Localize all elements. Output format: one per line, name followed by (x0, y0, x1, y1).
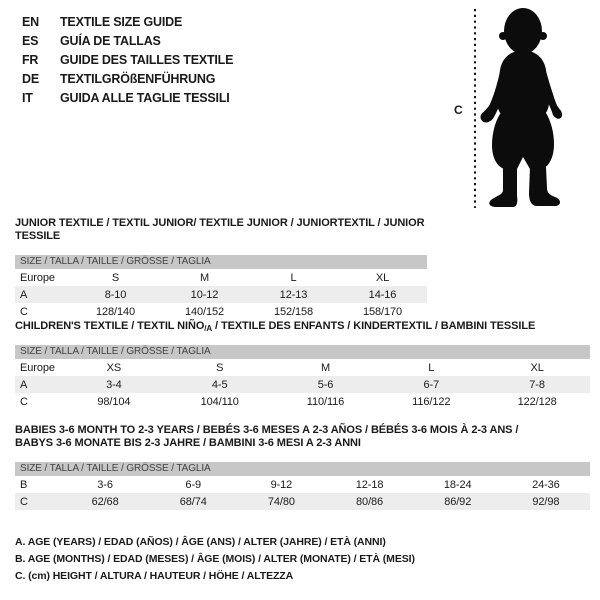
table-row-height (15, 303, 427, 320)
size-cell: S (111, 271, 120, 284)
size-cell: 86/92 (444, 495, 472, 508)
babies-size-table (15, 476, 590, 510)
title-line-1: BABIES 3-6 MONTH TO 2-3 YEARS / BEBÉS 3-6 MESES A 2-3 AÑOS / BÉBÉS 3-6 MOIS À 2-3 ANS / (15, 424, 519, 436)
size-cell: M (199, 271, 210, 284)
size-cell: 12-13 (279, 288, 308, 301)
size-cell: 14-16 (368, 288, 397, 301)
size-header-bar: SIZE / TALLA / TAILLE / GRÖSSE / TAGLIA (15, 462, 590, 476)
size-cell: 3-4 (106, 378, 122, 391)
row-label: Europe (20, 271, 55, 284)
table-row-age-months (15, 476, 590, 493)
table-row-height (15, 493, 590, 510)
table-row-europe (15, 359, 590, 376)
size-cell: 104/110 (200, 395, 239, 408)
size-cell: 7-8 (529, 378, 545, 391)
size-cell: 5-6 (317, 378, 334, 391)
row-label: C (20, 495, 28, 508)
size-cell: 158/170 (362, 305, 403, 318)
size-cell: L (290, 271, 297, 284)
baby-silhouette-shape (481, 8, 563, 207)
row-label: A (20, 288, 28, 301)
size-cell: 62/68 (91, 495, 119, 508)
title-prefix: CHILDREN'S TEXTILE / TEXTIL NIÑO (15, 320, 205, 332)
language-row-en (22, 12, 233, 31)
language-code: DE (22, 71, 39, 86)
section-babies-textile (15, 424, 590, 510)
language-code: EN (22, 14, 39, 29)
title-subscript: /A (204, 324, 213, 333)
size-header-bar: SIZE / TALLA / TAILLE / GRÖSSE / TAGLIA (15, 345, 590, 359)
language-list (22, 12, 233, 107)
size-cell: 116/122 (412, 395, 451, 408)
size-cell: XS (106, 361, 122, 374)
height-measure-label: C (454, 103, 463, 117)
size-cell: 6-7 (423, 378, 440, 391)
table-row-age (15, 286, 427, 303)
size-cell: 9-12 (270, 478, 293, 491)
section-children-textile (15, 320, 590, 410)
size-cell: 12-18 (355, 478, 384, 491)
language-label: GUÍA DE TALLAS (60, 33, 161, 48)
junior-size-table (15, 269, 427, 320)
size-cell: 98/104 (97, 395, 131, 408)
size-cell: 3-6 (97, 478, 113, 491)
footnote-c: C. (cm) HEIGHT / ALTURA / HAUTEUR / HÖHE / ALTEZZA (15, 570, 294, 582)
size-cell: XL (375, 271, 390, 284)
size-cell: 80/86 (356, 495, 384, 508)
size-header-bar: SIZE / TALLA / TAILLE / GRÖSSE / TAGLIA (15, 255, 427, 269)
title-line-2: BABYS 3-6 MONATE BIS 2-3 JAHRE / BAMBINI 3-6 MESI A 2-3 ANNI (15, 437, 361, 449)
row-label: C (20, 395, 28, 408)
table-row-age (15, 376, 590, 393)
size-cell: 6-9 (185, 478, 202, 491)
row-label: Europe (20, 361, 55, 374)
language-row-fr (22, 50, 233, 69)
size-cell: 74/80 (267, 495, 295, 508)
language-label: TEXTILE SIZE GUIDE (60, 14, 183, 29)
size-cell: 92/98 (532, 495, 560, 508)
baby-silhouette (470, 0, 600, 215)
size-cell: 10-12 (190, 288, 219, 301)
footnote-b: B. AGE (MONTHS) / EDAD (MESES) / ÂGE (MOIS) / ALTER (MONATE) / ETÀ (MESI) (15, 553, 415, 565)
language-label: GUIDA ALLE TAGLIE TESSILI (60, 90, 230, 105)
size-cell: 18-24 (443, 478, 472, 491)
size-cell: XL (530, 361, 544, 374)
size-cell: 8-10 (104, 288, 127, 301)
language-row-es (22, 31, 233, 50)
language-row-it (22, 88, 233, 107)
size-cell: 4-5 (211, 378, 228, 391)
title-suffix: / TEXTILE DES ENFANTS / KINDERTEXTIL / BAMBINI TESSILE (212, 320, 536, 332)
size-cell: 68/74 (179, 495, 207, 508)
size-cell: 122/128 (517, 395, 557, 408)
footnote-a: A. AGE (YEARS) / EDAD (AÑOS) / ÂGE (ANS) / ALTER (JAHRE) / ETÀ (ANNI) (15, 536, 386, 548)
section-title-junior: JUNIOR TEXTILE / TEXTIL JUNIOR/ TEXTILE JUNIOR / JUNIORTEXTIL / JUNIOR TESSILE (15, 217, 425, 242)
size-cell: M (320, 361, 331, 374)
children-size-table (15, 359, 590, 410)
table-row-europe (15, 269, 427, 286)
language-row-de (22, 69, 233, 88)
size-cell: 110/116 (306, 395, 345, 408)
size-cell: 152/158 (273, 305, 314, 318)
section-junior-textile (15, 217, 427, 320)
size-cell: S (216, 361, 224, 374)
section-title-babies (15, 424, 590, 450)
language-label: TEXTILGRÖßENFÜHRUNG (60, 71, 216, 86)
size-cell: L (428, 361, 435, 374)
language-code: IT (22, 90, 33, 105)
baby-figure (440, 0, 600, 215)
row-label: B (20, 478, 28, 491)
size-cell: 140/152 (184, 305, 225, 318)
section-title-children (15, 320, 590, 333)
row-label: C (20, 305, 28, 318)
size-cell: 128/140 (95, 305, 136, 318)
language-code: FR (22, 52, 39, 67)
language-code: ES (22, 33, 39, 48)
size-cell: 24-36 (532, 478, 560, 491)
table-row-height (15, 393, 590, 410)
language-label: GUIDE DES TAILLES TEXTILE (60, 52, 234, 67)
row-label: A (20, 378, 28, 391)
footnotes (15, 534, 415, 585)
